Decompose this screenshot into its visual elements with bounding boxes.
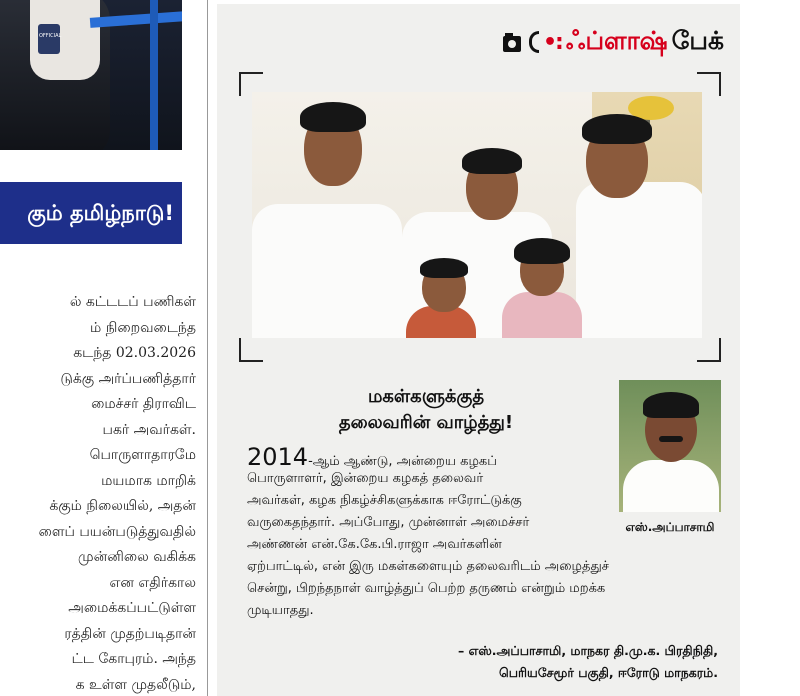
left-text-line: மயமாக மாறிக் [101, 472, 196, 489]
left-text-line: டுக்கு அர்ப்பணித்தார் [60, 370, 196, 387]
left-article-photo [0, 0, 182, 150]
article-heading [301, 384, 551, 436]
body-line: சென்று, பிறந்தநாள் வாழ்த்துப் பெற்ற தருணம் என்றும் மறக்க [247, 581, 606, 596]
body-line: அண்ணன் என்.கே.கே.பி.ராஜா அவர்களின் [247, 537, 502, 552]
article-byline [458, 640, 718, 684]
left-article-column [0, 0, 200, 696]
left-text-line: ல் கட்டடப் பணிகள் [69, 294, 196, 310]
left-text-line: அமைக்கப்பட்டுள்ள [68, 600, 196, 616]
left-article-banner: கும் தமிழ்நாடு! [0, 182, 182, 244]
body-year: 2014 [247, 443, 309, 471]
dots-icon: •: [542, 29, 562, 55]
left-text-line: ரத்தின் முதற்படிதான் [64, 625, 196, 642]
left-text-line: என எதிர்கால [109, 574, 196, 591]
byline-line-1: – எஸ்.அப்பாசாமி, மாநகர தி.மு.க. பிரதிநிதி, [458, 643, 718, 658]
left-text-line: க்கும் நிலையில், அதன் [49, 498, 196, 514]
left-text-line: ளைப் பயன்படுத்துவதில் [38, 523, 196, 540]
camera-icon [503, 31, 525, 53]
left-text-line: க உள்ள முதலீடும், [75, 676, 196, 693]
left-text-line: பொருளாதாரமே [89, 447, 196, 463]
main-photo [252, 92, 702, 338]
bracket-icon [529, 31, 539, 53]
body-line: அவர்கள், கழக நிகழ்ச்சிகளுக்காக ஈரோட்டுக்கு [247, 493, 522, 508]
left-text-line: பகர் அவர்கள். [102, 421, 196, 438]
article-body [247, 443, 725, 622]
logo-red-text: ஃப்ளாஷ் [565, 25, 668, 55]
left-text-line: கடந்த 02.03.2026 [73, 345, 196, 361]
heading-line-2: தலைவரின் வாழ்த்து! [338, 412, 514, 433]
left-text-line: முன்னிலை வகிக்க [78, 549, 196, 565]
left-article-text [0, 290, 196, 696]
body-line: 2014-ஆம் ஆண்டு, அன்றைய கழகப் [247, 443, 497, 471]
body-line: வருகைதந்தார். அப்போது, முன்னாள் அமைச்சர் [247, 515, 530, 530]
byline-line-2: பெரியசேமூர் பகுதி, ஈரோடு மாநகரம். [498, 665, 718, 680]
flashback-logo [503, 22, 724, 62]
left-text-line: ட்ட கோபுரம். அந்த [71, 651, 196, 667]
body-line: முடியாதது. [247, 603, 314, 618]
body-line: பொருளாளர், இன்றைய கழகத் தலைவர் [247, 471, 484, 486]
official-badge: OFFICIAL [38, 24, 60, 54]
logo-black-text: பேக் [671, 25, 724, 55]
left-text-line: மைச்சர் திராவிட [91, 396, 196, 412]
column-divider [207, 0, 208, 696]
left-text-line: ம் நிறைவடைந்த [90, 319, 196, 336]
heading-line-1: மகள்களுக்குத் [367, 386, 485, 407]
body-line: ஏற்பாட்டில், என் இரு மகள்களையும் தலைவரிடம் அழைத்துச் [247, 559, 609, 574]
flashback-article [217, 4, 740, 696]
author-photo-caption: எஸ்.அப்பாசாமி [625, 520, 715, 534]
